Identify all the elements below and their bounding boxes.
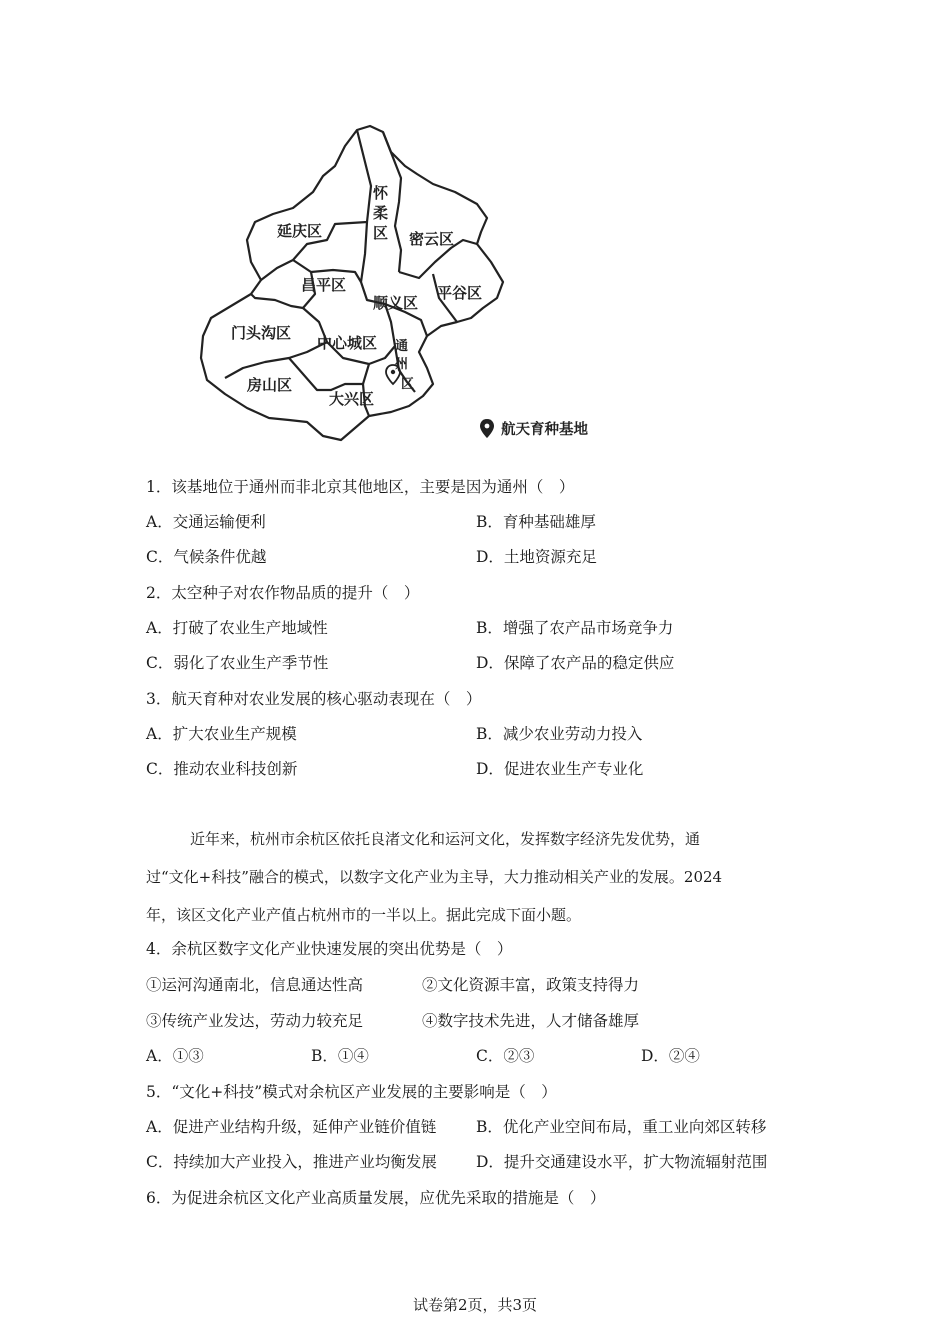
question-4-option-b[interactable]: B．①④: [311, 1047, 369, 1065]
passage-line-1: 近年来，杭州市余杭区依托良渚文化和运河文化，发挥数字经济先发优势，通: [190, 830, 701, 848]
legend-label: 航天育种基地: [501, 422, 588, 438]
district-label-fangshan: 房山区: [247, 376, 293, 394]
question-1-option-b[interactable]: B．育种基础雄厚: [476, 513, 596, 531]
district-label-daxing: 大兴区: [329, 390, 375, 408]
district-label-miyun: 密云区: [409, 230, 455, 248]
question-1-option-c[interactable]: C．气候条件优越: [146, 548, 267, 566]
question-4-statement-2: ②文化资源丰富，政策支持得力: [422, 976, 640, 994]
question-4-option-d[interactable]: D．②④: [641, 1047, 700, 1065]
district-label-tongzhou-1: 通: [395, 339, 409, 354]
question-2-stem: 2．太空种子对农作物品质的提升（ ）: [146, 584, 420, 602]
question-1-option-d[interactable]: D．土地资源充足: [476, 548, 597, 566]
question-2-option-b[interactable]: B．增强了农产品市场竞争力: [476, 619, 674, 637]
district-label-changping: 昌平区: [301, 276, 347, 294]
question-3-stem: 3．航天育种对农业发展的核心驱动表现在（ ）: [146, 690, 482, 708]
legend-pin-icon: [480, 419, 494, 438]
passage-line-3: 年，该区文化产业产值占杭州市的一半以上。据此完成下面小题。: [146, 906, 582, 924]
district-label-huairou-2: 柔: [373, 204, 389, 222]
district-label-huairou-1: 怀: [373, 184, 389, 202]
district-label-pinggu: 平谷区: [437, 284, 483, 302]
question-2-option-d[interactable]: D．保障了农产品的稳定供应: [476, 654, 675, 672]
question-4-option-c[interactable]: C．②③: [476, 1047, 535, 1065]
question-2-option-c[interactable]: C．弱化了农业生产季节性: [146, 654, 329, 672]
question-4-statement-3: ③传统产业发达，劳动力较充足: [146, 1012, 364, 1030]
map-pin-icon: [386, 365, 400, 384]
question-4-statement-4: ④数字技术先进，人才储备雄厚: [422, 1012, 640, 1030]
question-5-option-d[interactable]: D．提升交通建设水平，扩大物流辐射范围: [476, 1153, 768, 1171]
question-5-option-c[interactable]: C．持续加大产业投入，推进产业均衡发展: [146, 1153, 437, 1171]
question-5-option-a[interactable]: A．促进产业结构升级，延伸产业链价值链: [146, 1118, 437, 1136]
district-label-tongzhou-3: 区: [401, 377, 415, 392]
question-5-stem: 5．“文化+科技”模式对余杭区产业发展的主要影响是（ ）: [146, 1083, 557, 1101]
district-label-mentougou: 门头沟区: [231, 324, 292, 342]
district-label-huairou-3: 区: [373, 224, 389, 242]
question-4-stem: 4．余杭区数字文化产业快速发展的突出优势是（ ）: [146, 940, 513, 958]
district-label-shunyi: 顺义区: [373, 294, 419, 312]
district-label-tongzhou-2: 州: [395, 357, 409, 372]
question-4-statement-1: ①运河沟通南北，信息通达性高: [146, 976, 364, 994]
district-label-center: 中心城区: [317, 334, 378, 352]
question-6-stem: 6．为促进余杭区文化产业高质量发展，应优先采取的措施是（ ）: [146, 1189, 606, 1207]
district-label-yanqing: 延庆区: [277, 222, 323, 240]
question-3-option-c[interactable]: C．推动农业科技创新: [146, 760, 298, 778]
question-1-stem: 1．该基地位于通州而非北京其他地区，主要是因为通州（ ）: [146, 478, 575, 496]
question-2-option-a[interactable]: A．打破了农业生产地域性: [146, 619, 328, 637]
beijing-district-map: [195, 122, 605, 444]
question-3-option-a[interactable]: A．扩大农业生产规模: [146, 725, 297, 743]
question-4-option-a[interactable]: A．①③: [146, 1047, 204, 1065]
question-5-option-b[interactable]: B．优化产业空间布局，重工业向郊区转移: [476, 1118, 767, 1136]
page-footer: 试卷第2页，共3页: [412, 1296, 538, 1314]
question-1-option-a[interactable]: A．交通运输便利: [146, 513, 266, 531]
passage-line-2: 过“文化+科技”融合的模式，以数字文化产业为主导，大力推动相关产业的发展。2024: [146, 868, 723, 886]
question-3-option-d[interactable]: D．促进农业生产专业化: [476, 760, 644, 778]
question-3-option-b[interactable]: B．减少农业劳动力投入: [476, 725, 643, 743]
